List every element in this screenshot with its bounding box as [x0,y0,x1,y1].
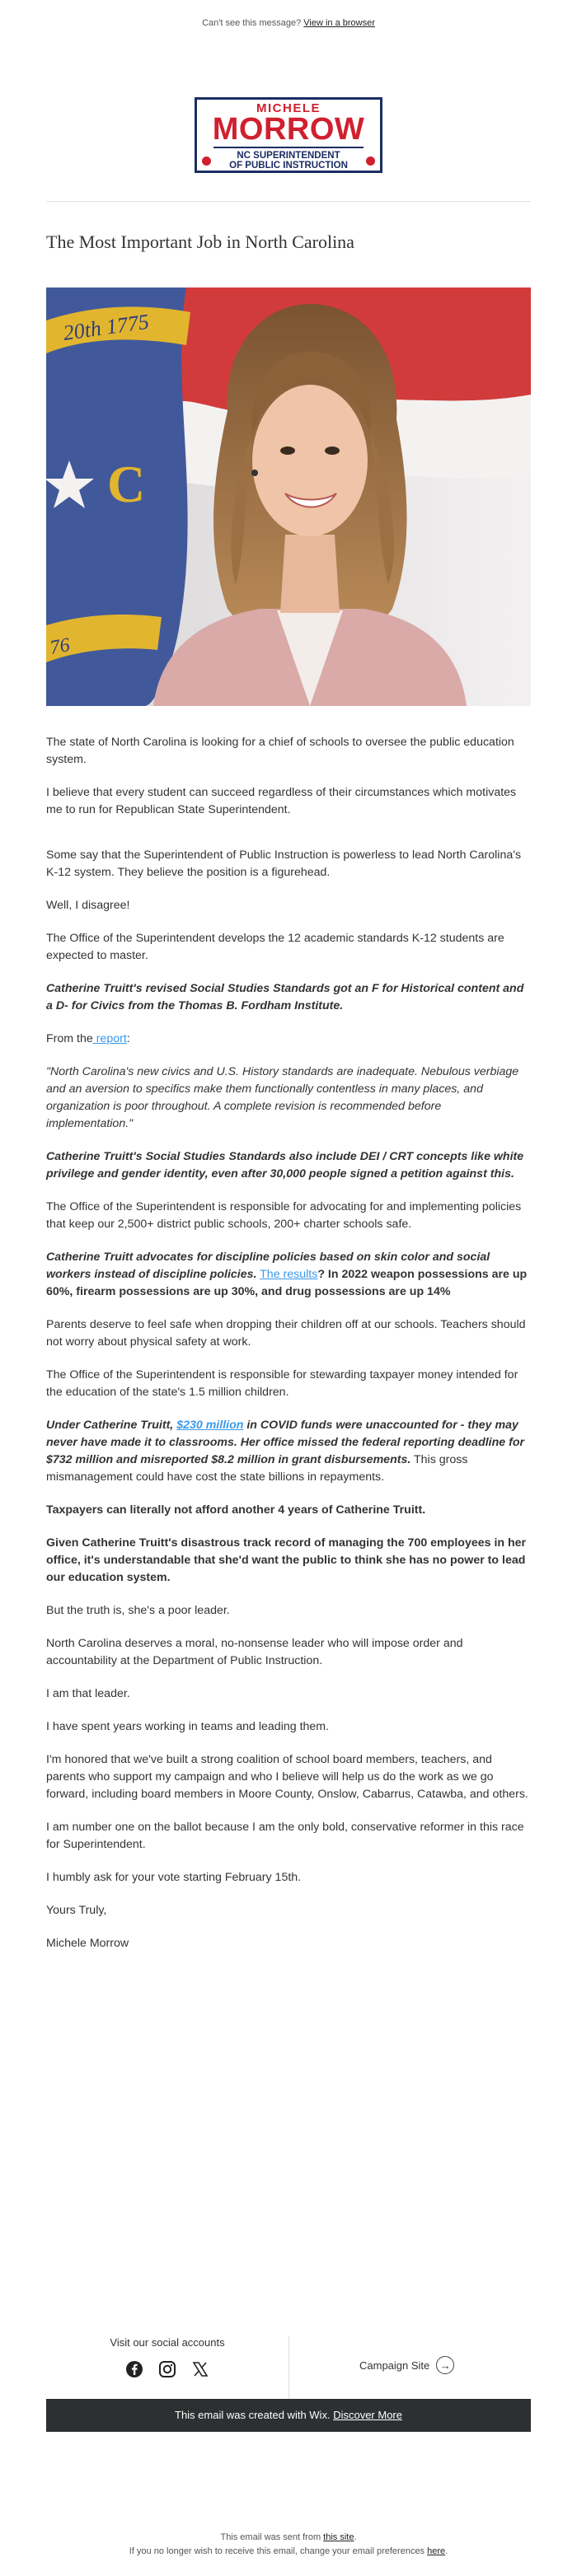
headline: The Most Important Job in North Carolina [46,231,354,252]
instagram-icon[interactable] [158,2360,176,2378]
email-preferences-link[interactable]: here [427,2546,446,2556]
footer-line1 [0,2531,577,2545]
social-section [46,2336,531,2405]
text: . [445,2546,448,2556]
flag-text: 20th 1775 [61,309,151,345]
discover-more-link[interactable]: Discover More [333,2409,402,2421]
text: From the [46,1032,93,1045]
social-divider [288,2336,289,2402]
preheader-text: Can't see this message? [202,18,302,28]
campaign-site-label: Campaign Site [359,2359,430,2372]
paragraph: I am that leader. [46,1687,130,1700]
paragraph: I am number one on the ballot because I am the only bold, conservative reformer in this race for Superintendent. [46,1821,524,1851]
campaign-site-link[interactable] [359,2356,454,2374]
text: Catherine Truitt advocates for discipline policies based on skin color and social workers instead of discipline policies. [46,1251,490,1281]
logo-office-line1: NC SUPERINTENDENT [237,151,340,161]
paragraph: I have spent years working in teams and leading them. [46,1720,330,1733]
paragraph: The Office of the Superintendent is responsible for stewarding taxpayer money intended for the education of the state's 1.5 million children. [46,1368,518,1399]
text: ? In 2022 weapon possessions are up 60%, firearm possessions are up 30%, and drug possessions are up 14% [46,1268,528,1298]
paragraph: I humbly ask for your vote starting February 15th. [46,1871,302,1884]
paragraph: Some say that the Superintendent of Public Instruction is powerless to lead North Carolina's K-12 system. They believe the position is a figurehead. [46,849,522,879]
paragraph [46,1249,531,1301]
wix-banner [46,2399,531,2432]
preheader [0,18,577,28]
text: : [126,1032,130,1045]
logo-first-name: MICHELE [256,101,321,115]
social-label: Visit our social accounts [110,2336,225,2349]
quote-paragraph: "North Carolina's new civics and U.S. History standards are inadequate. Nebulous verbiage and an aversion to specifics make them functionally contentless in many places, and organization is poor throughout. A complete revision is recommended before implementation." [46,1065,519,1130]
this-site-link[interactable]: this site [323,2532,354,2542]
report-link[interactable]: report [92,1032,127,1045]
paragraph: Parents deserve to feel safe when dropping their children off at our schools. Teachers should not worry about physical safety at work. [46,1318,526,1349]
text: This email was sent from [220,2532,324,2542]
facebook-icon[interactable] [125,2360,143,2378]
text: This gross mismanagement could have cost the state billions in repayments. [46,1453,468,1484]
social-accounts [46,2336,288,2378]
text: Under Catherine Truitt, [46,1419,177,1432]
apple-icon [202,157,211,166]
paragraph: I'm honored that we've built a strong coalition of school board members, teachers, and parents who support my campaign and who I believe will help us do the work as we go forward, including board members in Moore County, Onslow, Cabarrus, Catawba, and others. [46,1753,528,1801]
campaign-logo [195,97,382,173]
header-divider [46,201,531,202]
apple-icon [366,157,375,166]
logo-office-line2: OF PUBLIC INSTRUCTION [229,161,348,171]
paragraph: The Office of the Superintendent develops the 12 academic standards K-12 students are expected to master. [46,932,504,962]
footer-line2 [0,2545,577,2559]
x-icon[interactable] [191,2360,209,2378]
text: . [354,2532,357,2542]
paragraph: Given Catherine Truitt's disastrous track record of managing the 700 employees in her office, it's understandable that she'd want the public to think she has no power to lead our education system. [46,1536,527,1584]
paragraph: Catherine Truitt's Social Studies Standards also include DEI / CRT concepts like white privilege and gender identity, even after 30,000 people signed a petition against this. [46,1150,524,1180]
paragraph: Well, I disagree! [46,899,130,912]
paragraph: Yours Truly, [46,1904,107,1917]
view-in-browser-link[interactable]: View in a browser [303,18,375,28]
flag-letter: C [107,455,146,513]
paragraph [46,1031,531,1048]
paragraph [46,1417,531,1486]
results-link[interactable]: The results [260,1268,318,1281]
candidate-photo [46,288,531,706]
paragraph: I believe that every student can succeed regardless of their circumstances which motivates me to run for Republican State Superintendent. [46,786,517,816]
wix-text: This email was created with Wix. [175,2409,331,2421]
paragraph: The state of North Carolina is looking for a chief of schools to oversee the public education system. [46,736,514,766]
text: If you no longer wish to receive this email, change your email preferences [129,2546,428,2556]
paragraph: The Office of the Superintendent is responsible for advocating for and implementing policies that keep our 2,500+ district public schools, 200+ charter schools safe. [46,1200,522,1231]
arrow-right-icon: → [436,2356,454,2374]
paragraph: North Carolina deserves a moral, no-nonsense leader who will impose order and accountability at the Department of Public Instruction. [46,1637,463,1667]
logo-last-name: MORROW [212,112,365,147]
footer [0,2531,577,2559]
letter-body [46,734,531,1968]
paragraph: Catherine Truitt's revised Social Studies Standards got an F for Historical content and a D- for Civics from the Thomas B. Fordham Institute. [46,982,524,1012]
covid-funds-link[interactable]: $230 million [176,1419,244,1432]
text: in COVID funds were unaccounted for - they may never have made it to classrooms. Her office missed the federal reporting deadline for $732 million and misreported $8.2 million in grant disbursements. [46,1419,525,1466]
flag-year: 76 [48,634,72,659]
social-icons [46,2360,288,2378]
logo-office [213,147,364,171]
signature-name: Michele Morrow [46,1937,129,1950]
paragraph: But the truth is, she's a poor leader. [46,1604,230,1617]
paragraph: Taxpayers can literally not afford another 4 years of Catherine Truitt. [46,1503,426,1517]
